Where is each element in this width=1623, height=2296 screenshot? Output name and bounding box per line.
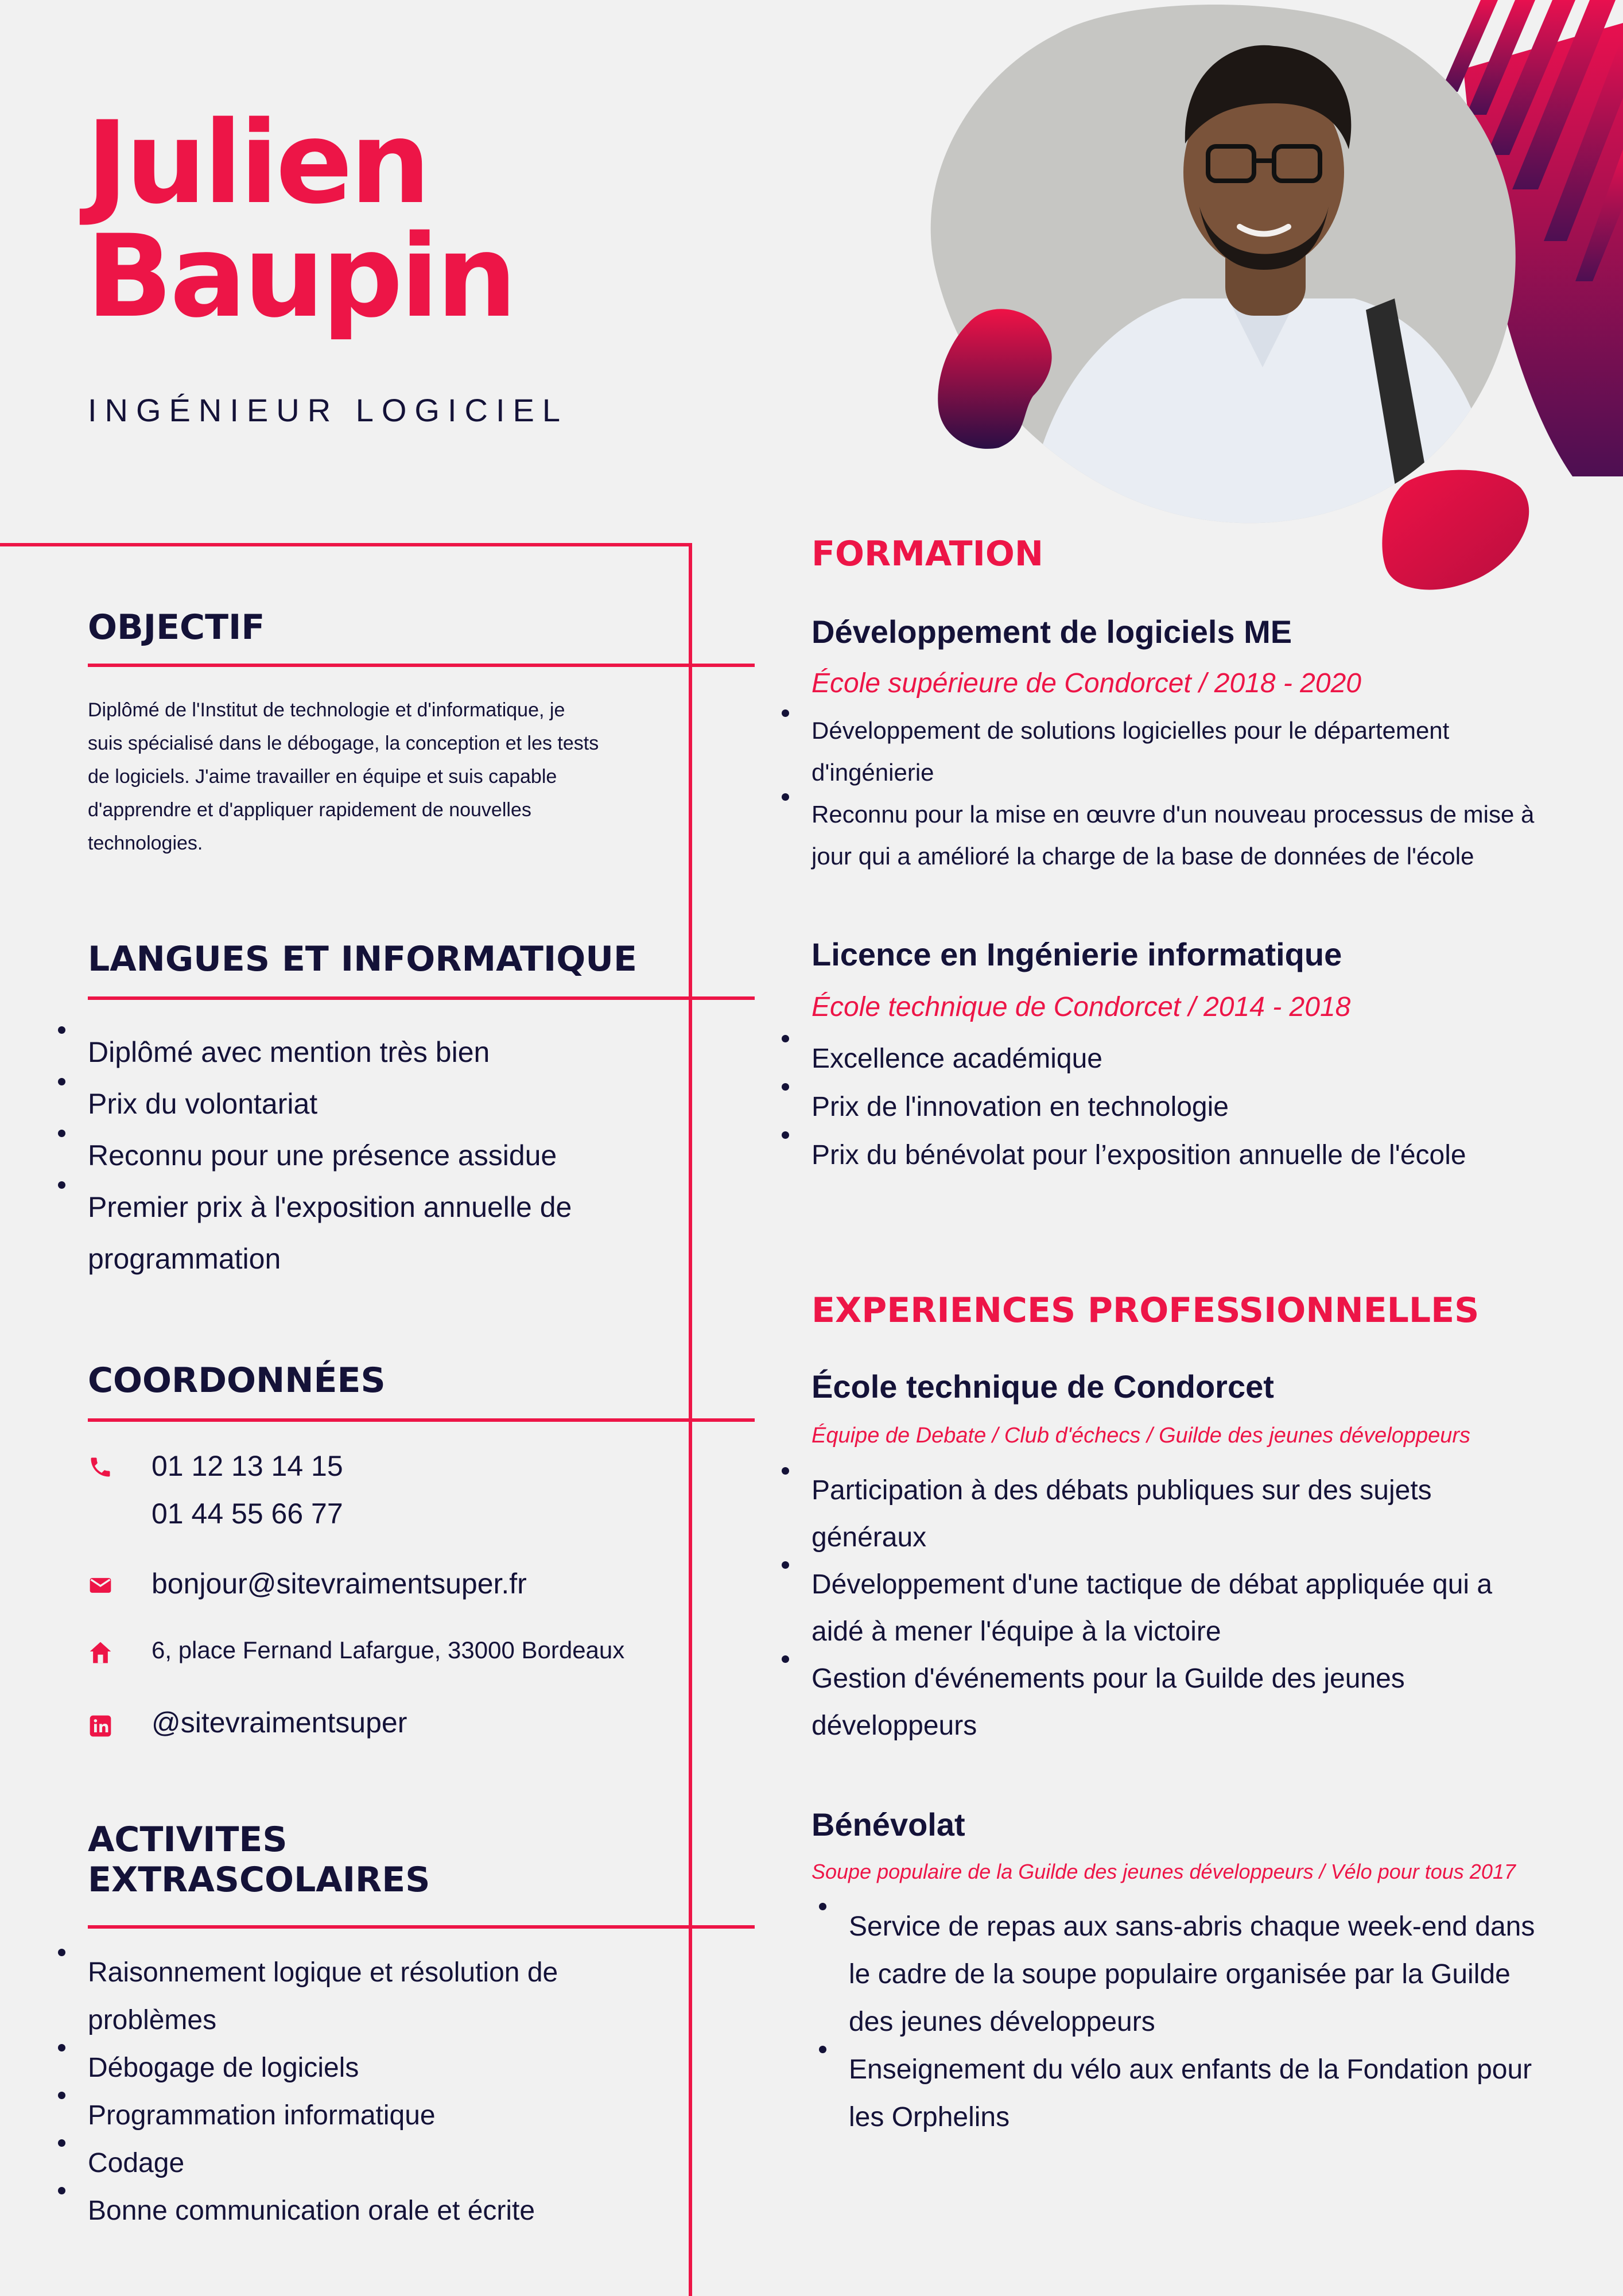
activites-heading [88, 1820, 430, 1900]
list-item: Développement de solutions logicielles pour le département d'ingénierie [812, 709, 1540, 793]
phone-number-2[interactable]: 01 44 55 66 77 [152, 1498, 343, 1530]
list-item: Participation à des débats publiques sur des sujets généraux [812, 1467, 1529, 1561]
formation-1-title: Développement de logiciels ME [812, 614, 1292, 650]
linkedin-icon [88, 1713, 113, 1739]
experience-2-subtitle: Soupe populaire de la Guilde des jeunes développeurs / Vélo pour tous 2017 [812, 1860, 1516, 1883]
formation-2-school: École technique de Condorcet / 2014 - 2018 [812, 992, 1351, 1022]
coordonnees-heading: COORDONNÉES [88, 1360, 386, 1401]
list-item: Développement d'une tactique de débat appliquée qui a aidé à mener l'équipe à la victoire [812, 1561, 1529, 1655]
langues-underline [88, 996, 755, 1000]
list-item: Premier prix à l'exposition annuelle de programmation [88, 1181, 639, 1285]
list-item: Service de repas aux sans-abris chaque week-end dans le cadre de la soupe populaire organisée par la Guilde des jeunes développeurs [849, 1903, 1549, 2046]
list-item: Programmation informatique [88, 2092, 616, 2139]
list-item: Excellence académique [812, 1035, 1540, 1083]
phone-number-1[interactable]: 01 12 13 14 15 [152, 1450, 343, 1482]
experience-2-title: Bénévolat [812, 1806, 965, 1843]
list-item: Diplômé avec mention très bien [88, 1026, 639, 1078]
phone-icon [88, 1455, 113, 1480]
objectif-line: suis spécialisé dans le débogage, la conception et les tests [88, 732, 599, 754]
list-item: Bonne communication orale et écrite [88, 2187, 616, 2235]
formation-1-list [812, 709, 1540, 877]
list-item: Débogage de logiciels [88, 2044, 616, 2092]
decor-blob-bottom [1382, 470, 1529, 590]
list-item: Prix du volontariat [88, 1078, 639, 1130]
person-name [86, 96, 515, 343]
list-item: Prix de l'innovation en technologie [812, 1083, 1540, 1131]
objectif-line: d'apprendre et d'appliquer rapidement de nouvelles [88, 799, 531, 821]
experience-2-list [849, 1903, 1549, 2141]
experiences-heading: EXPERIENCES PROFESSIONNELLES [812, 1290, 1480, 1331]
formation-2-list [812, 1035, 1540, 1180]
list-item: Codage [88, 2139, 616, 2187]
activites-heading-line2: EXTRASCOLAIRES [88, 1860, 430, 1900]
list-item: Gestion d'événements pour la Guilde des jeunes développeurs [812, 1655, 1529, 1750]
formation-2-title: Licence en Ingénierie informatique [812, 936, 1342, 972]
experience-1-title: École technique de Condorcet [812, 1368, 1274, 1405]
email-icon [88, 1573, 113, 1598]
email-link[interactable]: bonjour@sitevraimentsuper.fr [152, 1568, 527, 1600]
linkedin-handle[interactable]: @sitevraimentsuper [152, 1707, 407, 1739]
formation-heading: FORMATION [812, 534, 1044, 574]
objectif-text [88, 693, 599, 860]
list-item: Raisonnement logique et résolution de problèmes [88, 1949, 616, 2044]
job-title: INGÉNIEUR LOGICIEL [88, 392, 569, 428]
address-text: 6, place Fernand Lafargue, 33000 Bordeaux [152, 1636, 625, 1663]
home-icon [88, 1640, 113, 1665]
langues-list [88, 1026, 639, 1285]
objectif-underline [88, 664, 755, 667]
activites-list [88, 1949, 616, 2235]
objectif-heading: OBJECTIF [88, 607, 265, 647]
first-name: Julien [86, 96, 428, 229]
list-item: Enseignement du vélo aux enfants de la Fondation pour les Orphelins [849, 2046, 1549, 2141]
activites-underline [88, 1925, 755, 1929]
objectif-line: technologies. [88, 832, 203, 854]
experience-1-list [812, 1467, 1529, 1750]
last-name: Baupin [86, 210, 515, 343]
coordonnees-underline [88, 1418, 755, 1422]
activites-heading-line1: ACTIVITES [88, 1820, 288, 1860]
list-item: Reconnu pour une présence assidue [88, 1130, 639, 1181]
langues-heading: LANGUES ET INFORMATIQUE [88, 939, 637, 979]
list-item: Reconnu pour la mise en œuvre d'un nouveau processus de mise à jour qui a amélioré la charge de la base de données de l'école [812, 793, 1540, 877]
objectif-line: Diplômé de l'Institut de technologie et d'informatique, je [88, 699, 565, 721]
list-item: Prix du bénévolat pour l’exposition annuelle de l'école [812, 1131, 1540, 1180]
top-divider [0, 543, 692, 546]
objectif-line: de logiciels. J'aime travailler en équipe et suis capable [88, 766, 557, 788]
formation-1-school: École supérieure de Condorcet / 2018 - 2020 [812, 668, 1361, 699]
experience-1-subtitle: Équipe de Debate / Club d'échecs / Guilde des jeunes développeurs [812, 1424, 1471, 1448]
